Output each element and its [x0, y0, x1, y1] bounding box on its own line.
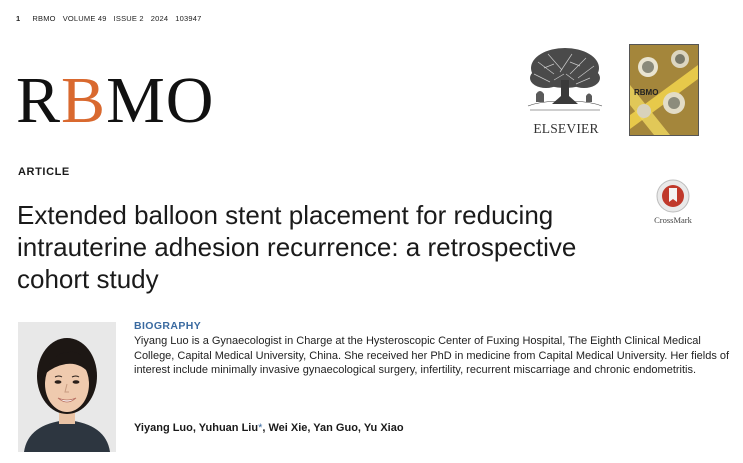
- article-type-label: ARTICLE: [18, 166, 70, 178]
- running-header: [16, 14, 209, 23]
- cover-label: RBMO: [634, 88, 659, 97]
- page-number: 1: [16, 14, 21, 23]
- article-title: Extended balloon stent placement for reducing intrauterine adhesion recurrence: a retrospective cohort study: [17, 200, 577, 294]
- article-id: 103947: [175, 14, 202, 23]
- publisher-name: ELSEVIER: [533, 121, 599, 136]
- authors-rest: , Wei Xie, Yan Guo, Yu Xiao: [262, 422, 404, 434]
- author-list: [134, 422, 404, 434]
- issue: ISSUE 2: [113, 14, 144, 23]
- year: 2024: [150, 14, 169, 23]
- biography-heading: BIOGRAPHY: [134, 320, 202, 332]
- author-portrait-icon: [18, 322, 116, 452]
- biography-text: Yiyang Luo is a Gynaecologist in Charge at the Hysteroscopic Center of Fuxing Hospital, The Eighth Clinical Medical College, Capital Medical University, China. She received her PhD in medicine from Capital Medical University. Her fields of interest include minimally invasive gynaecological surgery, infertility, recurrent miscarriage and chronic endometritis.: [134, 335, 730, 377]
- logo-part-b: B: [61, 64, 107, 137]
- crossmark-icon[interactable]: [651, 178, 695, 226]
- journal-abbrev: RBMO: [32, 14, 56, 23]
- volume: VOLUME 49: [62, 14, 107, 23]
- logo-part-mo: MO: [106, 64, 215, 137]
- journal-cover-icon[interactable]: [629, 44, 699, 136]
- crossmark-label: CrossMark: [654, 215, 692, 225]
- corresponding-author-marker[interactable]: *: [258, 422, 263, 434]
- authors-first: Yiyang Luo, Yuhuan Liu: [134, 422, 259, 434]
- journal-logo[interactable]: [16, 64, 215, 137]
- logo-part-r: R: [16, 64, 62, 137]
- elsevier-tree-icon[interactable]: [524, 44, 606, 120]
